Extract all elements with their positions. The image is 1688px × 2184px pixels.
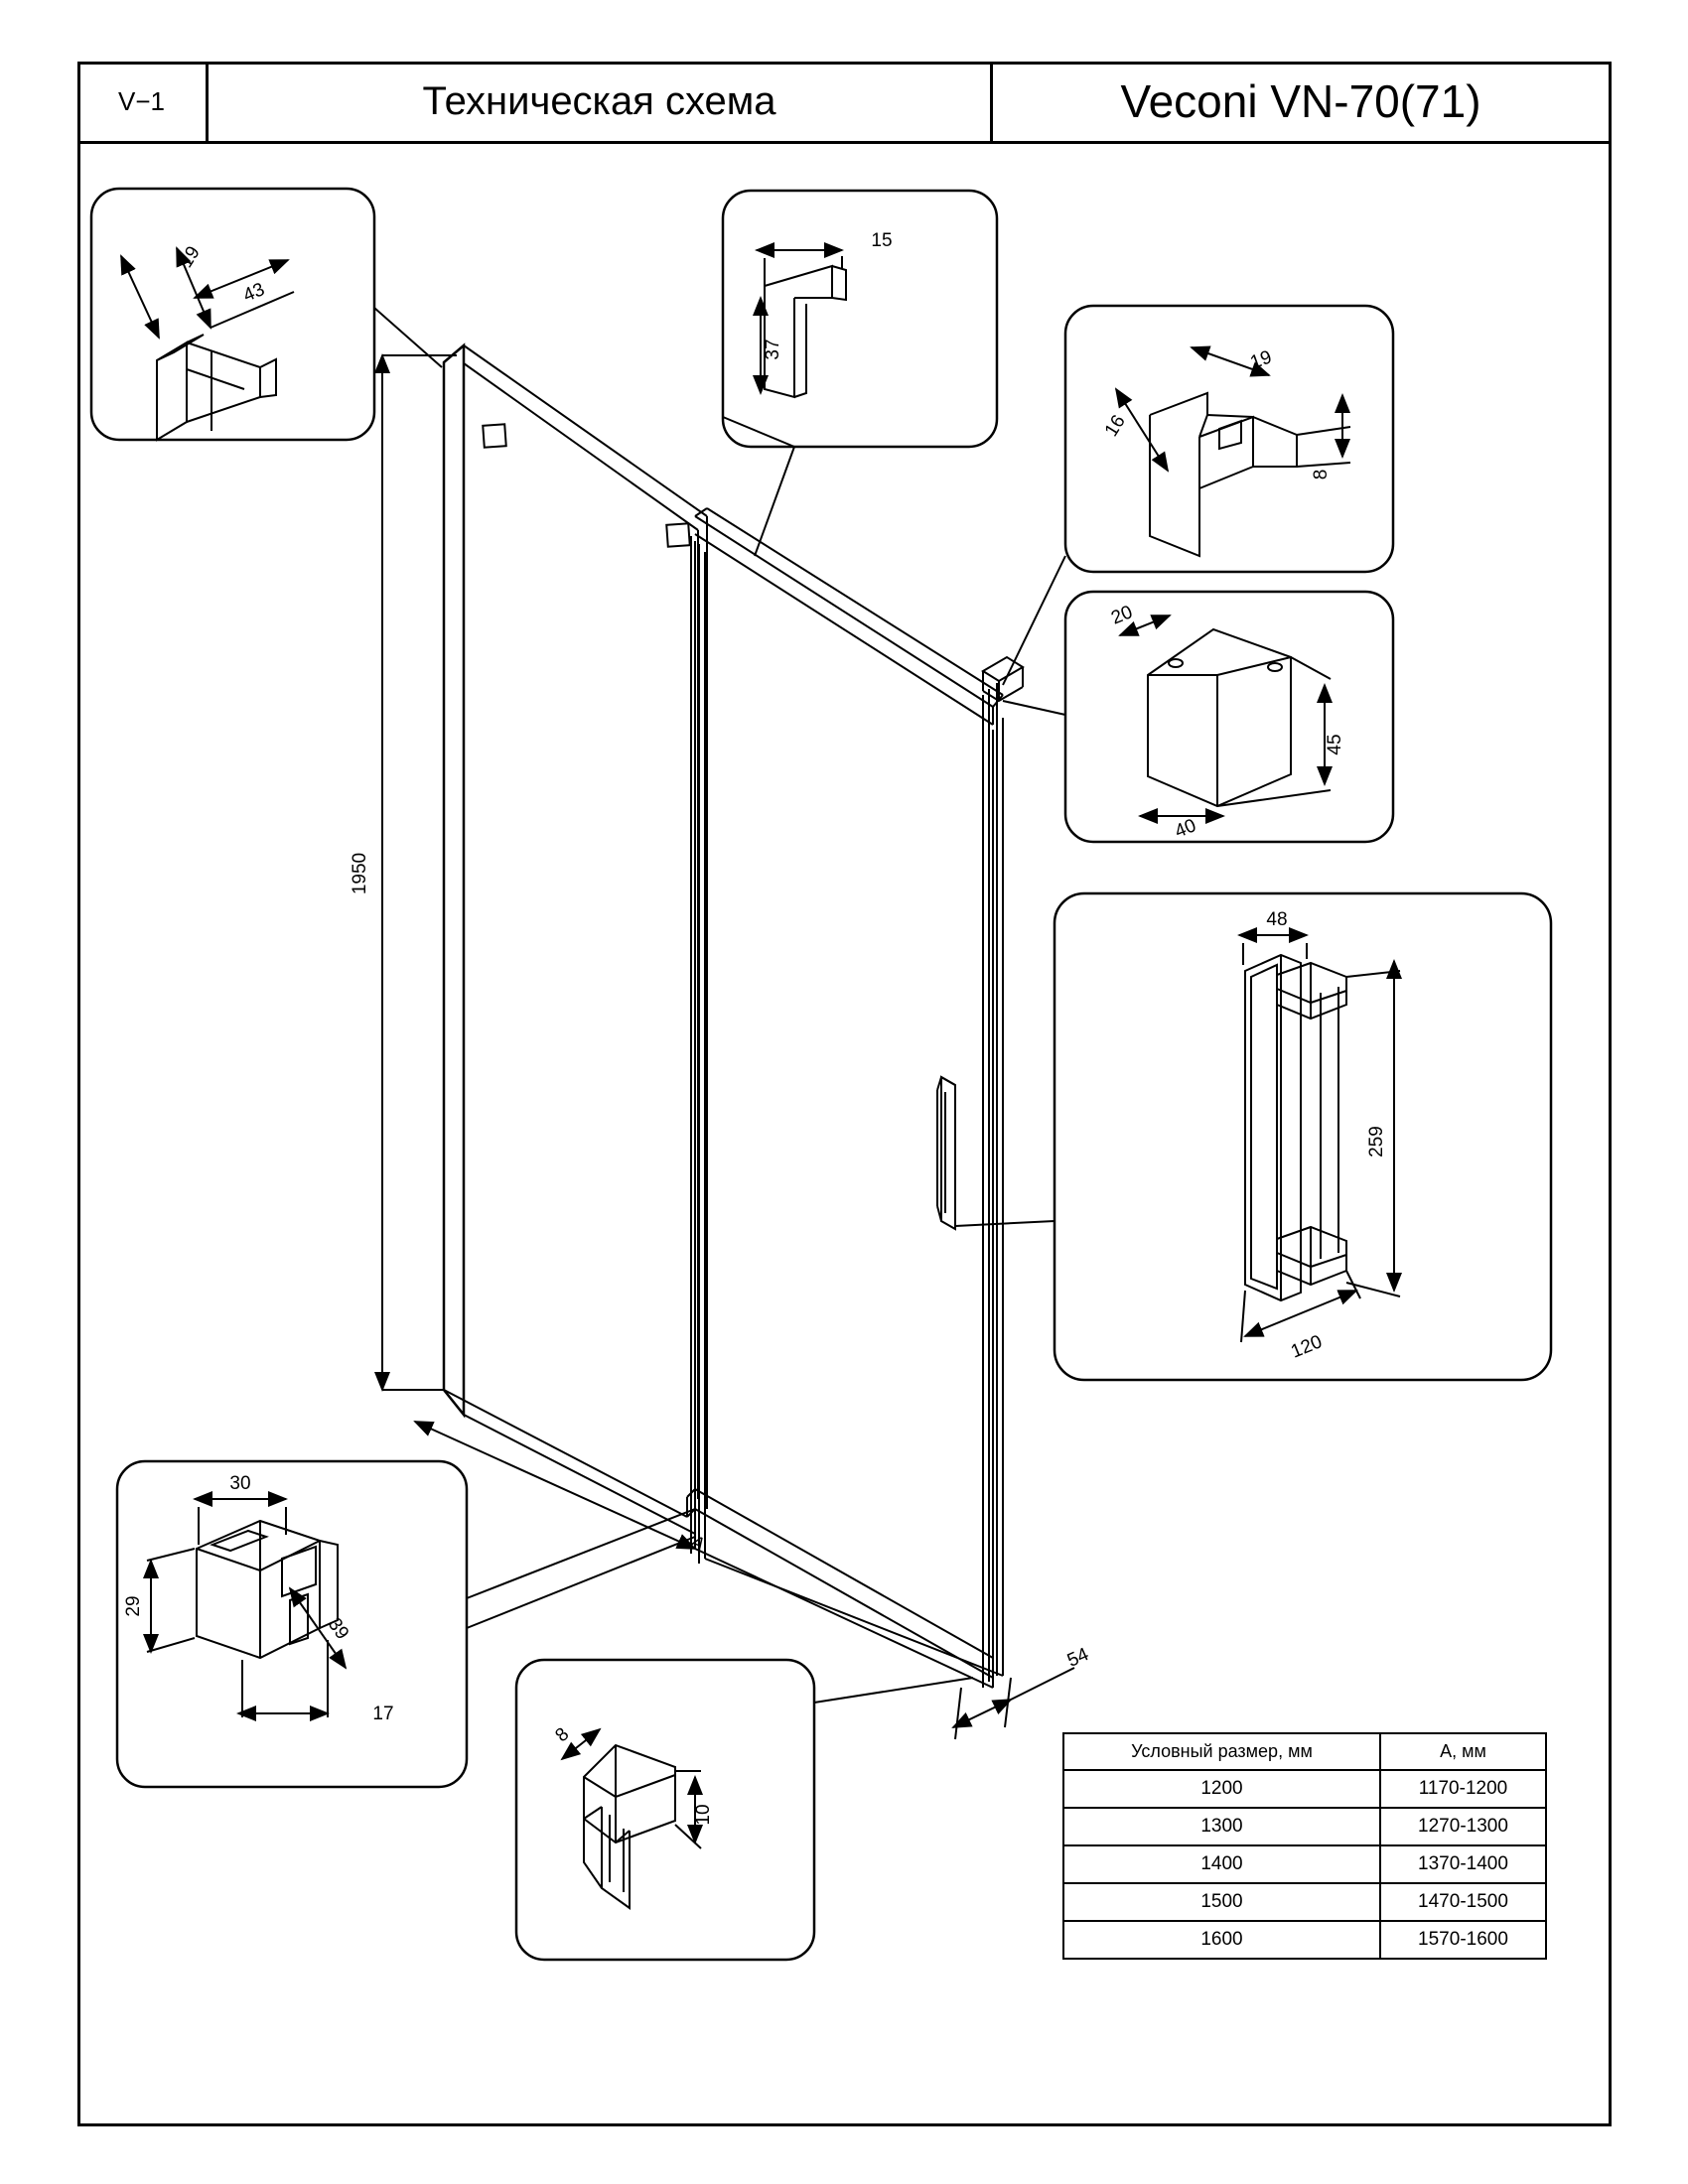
table-row [1063, 1883, 1546, 1921]
table-header-row [1063, 1733, 1546, 1770]
main-shower-enclosure-view [444, 345, 1023, 1688]
cell-a-range: 1570-1600 [1380, 1921, 1546, 1959]
table-row [1063, 1921, 1546, 1959]
size-table [1062, 1732, 1547, 1960]
callout-right-middle-block [1003, 592, 1393, 842]
table-header-nominal: Условный размер, мм [1063, 1733, 1380, 1770]
dimension-height-1950 [382, 355, 457, 1390]
dimension-width-A [415, 1422, 695, 1549]
dim-tl-43: 43 [240, 279, 268, 307]
table-row [1063, 1770, 1546, 1808]
dim-roller-39: 39 [323, 1614, 353, 1644]
cell-a-range: 1170-1200 [1380, 1770, 1546, 1808]
dim-handle-48: 48 [1266, 909, 1288, 930]
dim-ru-19: 19 [1247, 346, 1275, 374]
sheet-code: V−1 [77, 62, 209, 141]
dim-depth-54: 54 [1063, 1644, 1092, 1672]
table-row [1063, 1845, 1546, 1883]
dim-bc-8: 8 [551, 1723, 574, 1747]
dim-bc-10: 10 [693, 1804, 714, 1826]
callout-right-upper-profile [1003, 306, 1393, 685]
dim-height-1950: 1950 [350, 852, 370, 895]
cell-a-range: 1470-1500 [1380, 1883, 1546, 1921]
cell-nominal: 1400 [1063, 1845, 1380, 1883]
callout-handle [955, 893, 1551, 1380]
dim-handle-120: 120 [1288, 1331, 1326, 1363]
callout-top-center-profile [723, 191, 997, 556]
table-row [1063, 1808, 1546, 1845]
cell-nominal: 1500 [1063, 1883, 1380, 1921]
dim-tc-37: 37 [763, 339, 783, 360]
page-title: Техническая схема [209, 62, 993, 141]
table-header-a: A, мм [1380, 1733, 1546, 1770]
dim-roller-17: 17 [372, 1704, 394, 1724]
dim-tl-19: 19 [175, 242, 205, 272]
cell-a-range: 1370-1400 [1380, 1845, 1546, 1883]
cell-nominal: 1200 [1063, 1770, 1380, 1808]
dim-ru-8: 8 [1311, 469, 1332, 480]
callout-bottom-center-profile [516, 1660, 973, 1960]
cell-nominal: 1600 [1063, 1921, 1380, 1959]
dim-rm-45: 45 [1325, 734, 1345, 755]
dim-ru-16: 16 [1100, 411, 1130, 441]
dim-tc-15: 15 [871, 230, 893, 251]
dim-roller-29: 29 [123, 1595, 144, 1617]
cell-nominal: 1300 [1063, 1808, 1380, 1845]
dim-rm-40: 40 [1172, 815, 1199, 843]
dim-handle-259: 259 [1366, 1126, 1387, 1158]
cell-a-range: 1270-1300 [1380, 1808, 1546, 1845]
dim-roller-30: 30 [229, 1473, 251, 1494]
dim-rm-20: 20 [1108, 602, 1136, 629]
callout-top-left-profile [91, 189, 442, 440]
dim-width-A: A [687, 1531, 708, 1557]
model-name: Veconi VN-70(71) [1120, 75, 1481, 127]
